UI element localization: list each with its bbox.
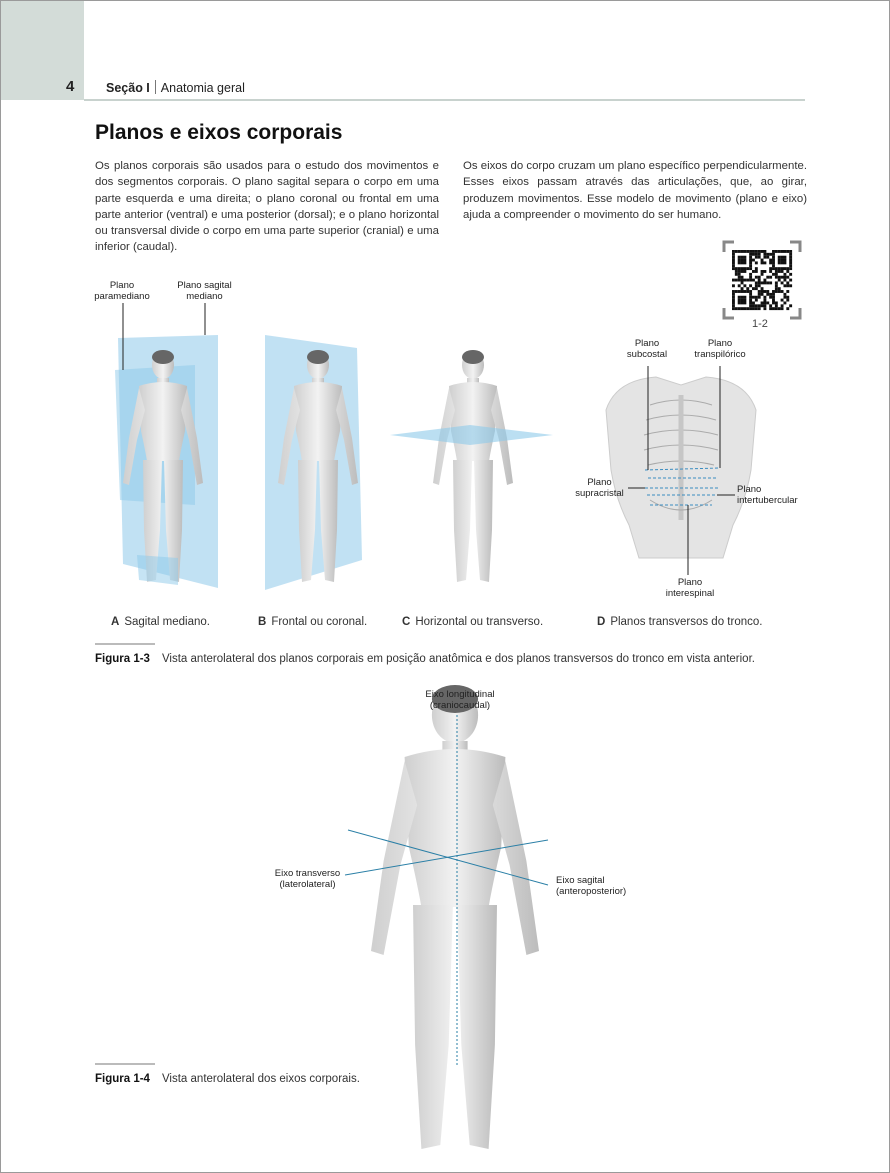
panel-caption-b: B Frontal ou coronal. — [258, 616, 368, 628]
panel-caption-d: D Planos transversos do tronco. — [597, 616, 763, 628]
figure-1-4-caption: Figura 1-4 Vista anterolateral dos eixos corporais. — [95, 1073, 360, 1085]
label-eixo-longitudinal: Eixo longitudinal (craniocaudal) — [425, 689, 495, 711]
label-plano-subcostal: Plano subcostal — [626, 338, 668, 360]
figure-1-3-caption: Figura 1-3 Vista anterolateral dos planos corporais em posição anatômica e dos planos transversos do tronco em vista anterior. — [95, 653, 755, 665]
label-plano-intertubercular: Plano intertubercular — [737, 484, 798, 506]
panel-caption-c: C Horizontal ou transverso. — [402, 616, 544, 628]
label-plano-sagital-mediano: Plano sagital mediano — [177, 280, 232, 302]
caption-rule — [95, 643, 155, 645]
page-number: 4 — [66, 78, 75, 95]
label-eixo-sagital: Eixo sagital (anteroposterior) — [556, 875, 627, 897]
horizontal-plane — [390, 425, 553, 445]
caption-rule — [95, 1063, 155, 1065]
panel-caption-a: A Sagital mediano. — [111, 616, 210, 628]
section-label: Seção I — [106, 81, 150, 95]
section-title: Anatomia geral — [160, 81, 245, 95]
page-title: Planos e eixos corporais — [95, 121, 343, 144]
label-plano-supracristal: Plano supracristal — [575, 477, 624, 499]
label-plano-paramediano: Plano paramediano — [94, 280, 150, 302]
label-plano-transpilorico: Plano transpilórico — [694, 338, 746, 360]
qr-label: 1-2 — [752, 318, 768, 330]
paragraph-axes: Os eixos do corpo cruzam um plano específico perpendicularmente. Esses eixos passam através das articulações, que, ao girar, produzem movimentos. Esse modelo de movimento (plano e eixo) ajuda a compreender o movimento do ser humano. — [463, 160, 807, 221]
label-eixo-transverso: Eixo transverso (laterolateral) — [274, 868, 341, 890]
paragraph-planes: Os planos corporais são usados para o estudo dos movimentos e dos segmentos corporais. O plano sagital separa o corpo em uma parte esquerda e uma direita; o plano coronal ou frontal em uma parte anterior (ventral) e uma posterior (dorsal); e o plano horizontal ou transversal divide o corpo em uma parte superior (cranial) e uma inferior (caudal). — [95, 160, 439, 254]
label-plano-interespinal: Plano interespinal — [665, 577, 715, 599]
